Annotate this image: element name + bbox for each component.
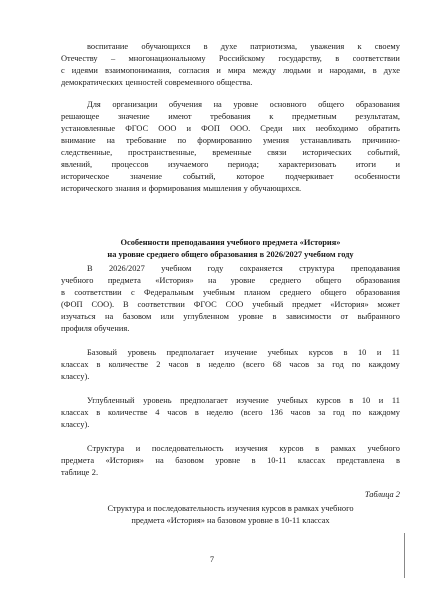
word: 4	[155, 408, 160, 417]
word: причинно-	[362, 136, 400, 145]
word: согласия	[178, 66, 210, 75]
word: на	[104, 312, 114, 321]
word: у	[243, 184, 248, 193]
word: среднего	[279, 288, 312, 297]
text-line	[61, 65, 400, 76]
word: временные	[212, 148, 252, 157]
word: устанавливать	[300, 136, 352, 145]
word: по	[351, 360, 361, 369]
word: часов	[289, 360, 310, 369]
word: в	[349, 396, 354, 405]
word: патриотизма,	[250, 42, 298, 51]
word: требования	[210, 112, 251, 121]
word: исторического	[61, 184, 113, 193]
word: следственные,	[61, 148, 113, 157]
word: В	[87, 264, 93, 273]
word: общего	[320, 288, 347, 297]
text-line	[87, 263, 400, 274]
word: выбранного	[357, 312, 400, 321]
text-line: на уровне среднего общего образования в 2026/2027 учебном году	[107, 250, 354, 259]
word: представлена	[336, 456, 385, 465]
word: неделю	[208, 360, 235, 369]
word: с	[130, 288, 135, 297]
word: Для	[87, 100, 101, 109]
word: и	[378, 396, 384, 405]
text-line	[61, 183, 400, 194]
word: 136	[270, 408, 283, 417]
word: между	[252, 66, 276, 75]
word: учебным	[202, 288, 235, 297]
word: планом	[244, 288, 271, 297]
word: в	[335, 54, 340, 63]
word: по	[177, 136, 187, 145]
word: или	[160, 312, 174, 321]
text-line	[61, 123, 400, 134]
word: ценностей	[125, 78, 163, 87]
word: предметным	[291, 112, 337, 121]
word: 11	[391, 396, 400, 405]
word: количестве	[107, 408, 148, 417]
text-line: Структура и последовательность изучения курсов в рамках учебного	[107, 504, 354, 513]
word: на	[208, 276, 217, 285]
word: курсов	[316, 396, 341, 405]
text-line	[61, 77, 400, 88]
text-line	[61, 467, 400, 478]
word: каждому	[368, 408, 400, 417]
word: уровень	[143, 396, 172, 405]
word: учебных	[277, 396, 308, 405]
text-line: предмета «История» на базовом уровне в 10-11 классах	[131, 516, 330, 525]
word: за	[318, 408, 326, 417]
word: в	[96, 360, 101, 369]
text-line	[61, 359, 400, 370]
word: изучаемого	[167, 160, 209, 169]
word: и	[216, 66, 221, 75]
word: особенности	[354, 172, 400, 181]
word: часов	[167, 408, 188, 417]
word: в	[203, 42, 208, 51]
text-line	[61, 419, 400, 430]
word: государству,	[278, 54, 322, 63]
word: имеют	[168, 112, 192, 121]
word: Российскому	[218, 54, 265, 63]
word: 10-11	[267, 456, 287, 465]
word: предмета	[107, 276, 141, 285]
word: и	[395, 160, 400, 169]
word: (ФОП	[61, 300, 83, 309]
word: которое	[236, 172, 265, 181]
word: –	[110, 54, 116, 63]
word: своему	[374, 42, 400, 51]
word: год	[333, 408, 345, 417]
word: классах	[61, 408, 89, 417]
word: учебного	[61, 276, 94, 285]
word: требование	[126, 136, 167, 145]
word: (всего	[243, 360, 265, 369]
word: в	[96, 408, 101, 417]
text-line	[61, 371, 400, 382]
word: учебный	[252, 300, 284, 309]
word: учебного	[367, 444, 400, 453]
text-line	[61, 287, 400, 298]
text-line	[61, 147, 400, 158]
word: уважения	[310, 42, 345, 51]
word: итоги	[355, 160, 377, 169]
word: на	[213, 100, 222, 109]
word: ФОП	[201, 124, 220, 133]
word: формированию	[197, 136, 252, 145]
word: В	[123, 300, 129, 309]
word: духе	[220, 42, 237, 51]
word: ФГОС	[193, 300, 217, 309]
word: структура	[299, 264, 335, 273]
word: периода;	[227, 160, 259, 169]
word: за	[317, 360, 325, 369]
text-line	[87, 41, 400, 52]
word: предполагает	[166, 348, 215, 357]
word: изучения	[235, 444, 268, 453]
word: значение	[117, 112, 150, 121]
word: уровне	[233, 100, 259, 109]
word: событий,	[182, 172, 216, 181]
text-line: Особенности преподавания учебного предмета «История»	[120, 238, 341, 247]
text-line	[87, 347, 400, 358]
text-line	[61, 135, 400, 146]
word: уровне	[238, 312, 264, 321]
word: Базовый	[87, 348, 118, 357]
word: 10	[357, 348, 367, 357]
word: демократических	[61, 78, 123, 87]
word: внимание	[61, 136, 96, 145]
word: Среди	[260, 124, 283, 133]
word: 2	[156, 360, 161, 369]
word: профиля	[61, 324, 92, 333]
word: Федеральным	[144, 288, 194, 297]
word: в	[196, 360, 201, 369]
word: людьми	[283, 66, 311, 75]
word: обучающихся	[141, 42, 191, 51]
word: каждому	[368, 360, 400, 369]
text-line	[87, 99, 400, 110]
word: воспитание	[87, 42, 129, 51]
word: в	[315, 444, 320, 453]
word: часов	[290, 408, 311, 417]
word: общего	[318, 100, 345, 109]
word: изучение	[224, 348, 258, 357]
text-line	[87, 443, 400, 454]
text-line	[61, 407, 400, 418]
word: ООО	[158, 124, 177, 133]
word: учебном	[161, 264, 192, 273]
word: курсов	[279, 444, 304, 453]
word: историческое	[61, 172, 110, 181]
word: обучения	[168, 100, 202, 109]
word: классу).	[61, 420, 90, 429]
word: базовом	[175, 456, 204, 465]
word: обратить	[368, 124, 400, 133]
word: на	[155, 456, 164, 465]
word: явлений,	[61, 160, 93, 169]
word: таблице	[61, 468, 90, 477]
word: углубленном	[183, 312, 229, 321]
page-number: 7	[209, 555, 215, 564]
word: на	[106, 136, 115, 145]
word: взаимопонимания,	[104, 66, 172, 75]
word: (всего	[240, 408, 263, 417]
word: предмет	[292, 300, 322, 309]
word: образования	[355, 276, 400, 285]
word: 11	[391, 348, 400, 357]
word: и	[135, 444, 141, 453]
word: исторических	[302, 148, 352, 157]
word: последовательность	[151, 444, 224, 453]
word: году	[207, 264, 224, 273]
word: по	[352, 408, 361, 417]
word: связи	[267, 148, 287, 157]
word: в	[61, 288, 65, 297]
word: значение	[130, 172, 162, 181]
word: изучение	[236, 396, 269, 405]
text-line	[61, 171, 400, 182]
word: духе	[383, 66, 400, 75]
word: обучающихся.	[250, 184, 302, 193]
text-line	[61, 455, 400, 466]
word: установленные	[61, 124, 116, 133]
word: ФГОС	[125, 124, 149, 133]
text-line	[61, 323, 400, 334]
text-line	[87, 395, 400, 406]
word: формирования	[148, 184, 201, 193]
word: курсов	[308, 348, 333, 357]
word: решающее	[61, 112, 100, 121]
word: учебных	[267, 348, 299, 357]
word: соответствии	[137, 300, 185, 309]
word: соответствии	[352, 54, 400, 63]
word: 2.	[91, 468, 99, 477]
word: предмета	[61, 456, 95, 465]
word: пространственные,	[128, 148, 197, 157]
text-line	[61, 299, 400, 310]
word: ООО.	[229, 124, 251, 133]
word: необходимо	[315, 124, 359, 133]
word: и	[186, 124, 191, 133]
word: процессов	[111, 160, 149, 169]
word: и	[141, 184, 147, 193]
word: классах	[61, 360, 89, 369]
word: количестве	[108, 360, 149, 369]
word: СОО	[225, 300, 244, 309]
word: неделю	[206, 408, 234, 417]
word: результатам,	[355, 112, 400, 121]
word: в	[272, 312, 277, 321]
word: классу).	[61, 372, 90, 381]
word: рамках	[330, 444, 356, 453]
word: идеями	[71, 66, 98, 75]
word: подчеркивает	[285, 172, 334, 181]
margin-rule	[404, 533, 405, 578]
word: характеризовать	[278, 160, 337, 169]
text-line	[61, 275, 400, 286]
word: классах	[297, 456, 326, 465]
word: соответствии	[74, 288, 122, 297]
word: общего	[315, 276, 342, 285]
word: в	[343, 348, 348, 357]
word: к	[357, 42, 362, 51]
word: уровне	[215, 456, 241, 465]
word: современного	[164, 78, 215, 87]
word: от	[340, 312, 349, 321]
word: мира	[227, 66, 246, 75]
word: многонациональному	[128, 54, 206, 63]
text-line: Таблица 2	[364, 490, 400, 499]
text-line	[61, 159, 400, 170]
word: событий,	[367, 148, 400, 157]
word: образования	[355, 288, 400, 297]
word: 68	[272, 360, 282, 369]
word: общества.	[216, 78, 253, 87]
word: год	[332, 360, 344, 369]
word: в	[251, 456, 256, 465]
word: базовом	[122, 312, 152, 321]
word: «История»	[105, 456, 144, 465]
text-line	[61, 53, 400, 64]
word: знания	[115, 184, 140, 193]
word: основного	[269, 100, 307, 109]
word: сохраняется	[239, 264, 283, 273]
word: предполагает	[180, 396, 228, 405]
word: мышления	[203, 184, 242, 193]
word: образования	[355, 100, 400, 109]
word: часов	[168, 360, 189, 369]
word: и	[317, 66, 323, 75]
text-line	[61, 311, 400, 322]
word: 2026/2027	[108, 264, 145, 273]
word: «История»	[155, 276, 194, 285]
word: организации	[112, 100, 158, 109]
word: в	[395, 456, 400, 465]
word: с	[61, 66, 65, 75]
word: зависимости	[285, 312, 332, 321]
word: уровень	[127, 348, 157, 357]
text-line	[61, 111, 400, 122]
word: них	[292, 124, 306, 133]
word: в	[372, 66, 377, 75]
word: умения	[263, 136, 289, 145]
word: и	[376, 348, 382, 357]
word: изучаться	[61, 312, 96, 321]
word: народами,	[329, 66, 366, 75]
word: преподавания	[350, 264, 400, 273]
word: к	[269, 112, 274, 121]
word: в	[194, 408, 199, 417]
word: Отечеству	[61, 54, 98, 63]
word: Структура	[87, 444, 125, 453]
word: СОО).	[91, 300, 115, 309]
word: может	[377, 300, 400, 309]
word: Углубленный	[87, 396, 135, 405]
word: «История»	[330, 300, 369, 309]
word: уровне	[230, 276, 256, 285]
word: обучения.	[94, 324, 130, 333]
word: среднего	[269, 276, 302, 285]
word: 10	[361, 396, 371, 405]
